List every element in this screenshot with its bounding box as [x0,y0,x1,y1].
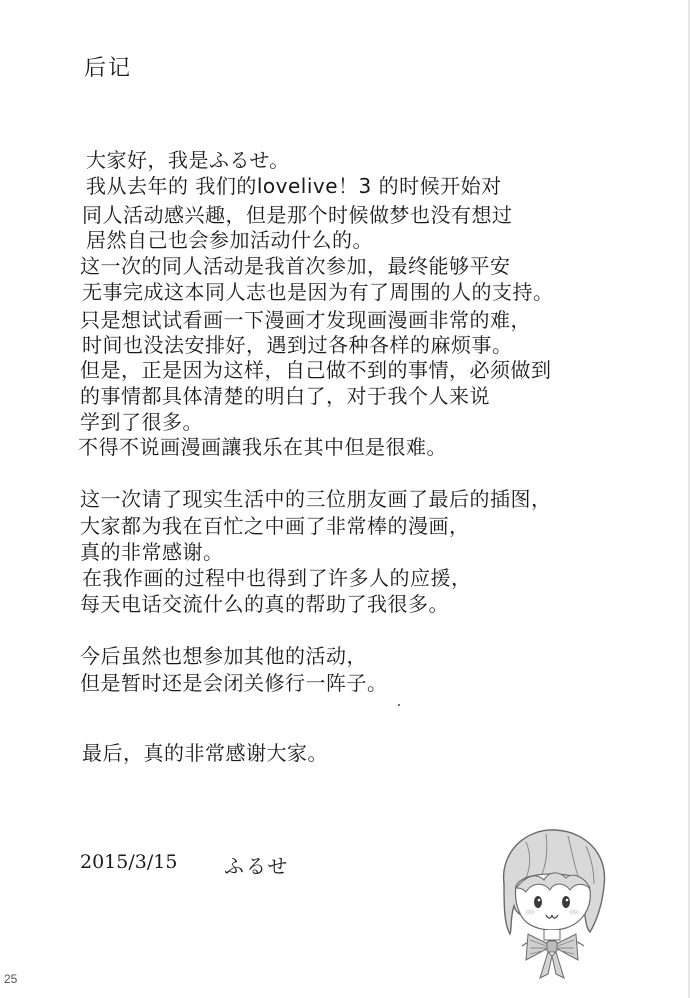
text-line: 的事情都具体清楚的明白了，对于我个人来说 [80,384,490,408]
text-line: 我从去年的 我们的lovelive！3 的时候开始对 [86,174,502,198]
text-line: 学到了很多。 [80,410,203,434]
scan-speck [398,704,400,706]
text-line: 每天电话交流什么的真的帮助了我很多。 [80,592,449,616]
text-line: 无事完成这本同人志也是因为有了周围的人的支持。 [82,280,554,304]
text-line: 今后虽然也想参加其他的活动， [80,644,367,668]
afterword-title: 后记 [84,56,133,81]
text-line: 在我作画的过程中也得到了许多人的应援， [82,566,472,590]
text-line: 只是想试试看画一下漫画才发现画漫画非常的难， [80,308,531,332]
text-line: 大家好，我是ふるせ。 [86,148,290,172]
text-line: 居然自己也会参加活动什么的。 [86,228,373,252]
text-line: 这一次的同人活动是我首次参加，最终能够平安 [80,254,511,278]
text-line: 大家都为我在百忙之中画了非常棒的漫画， [80,514,470,538]
text-line: 不得不说画漫画讓我乐在其中但是很难。 [78,435,447,459]
text-line: 但是暂时还是会闭关修行一阵子。 [80,671,388,695]
text-line: 时间也没法安排好，遇到过各种各样的麻烦事。 [82,333,513,357]
date: 2015/3/15 [80,851,178,873]
text-line: 这一次请了现实生活中的三位朋友画了最后的插图， [80,487,552,511]
author-signature: ふるせ [224,854,290,878]
text-line: 但是，正是因为这样，自己做不到的事情，必须做到 [80,358,552,382]
text-line: 同人活动感兴趣，但是那个时候做梦也没有想过 [82,203,513,227]
chibi-girl-illustration-icon [486,822,618,982]
text-line: 真的非常感谢。 [80,540,224,564]
closing-line: 最后，真的非常感谢大家。 [82,741,328,765]
page-number: 25 [4,972,18,986]
